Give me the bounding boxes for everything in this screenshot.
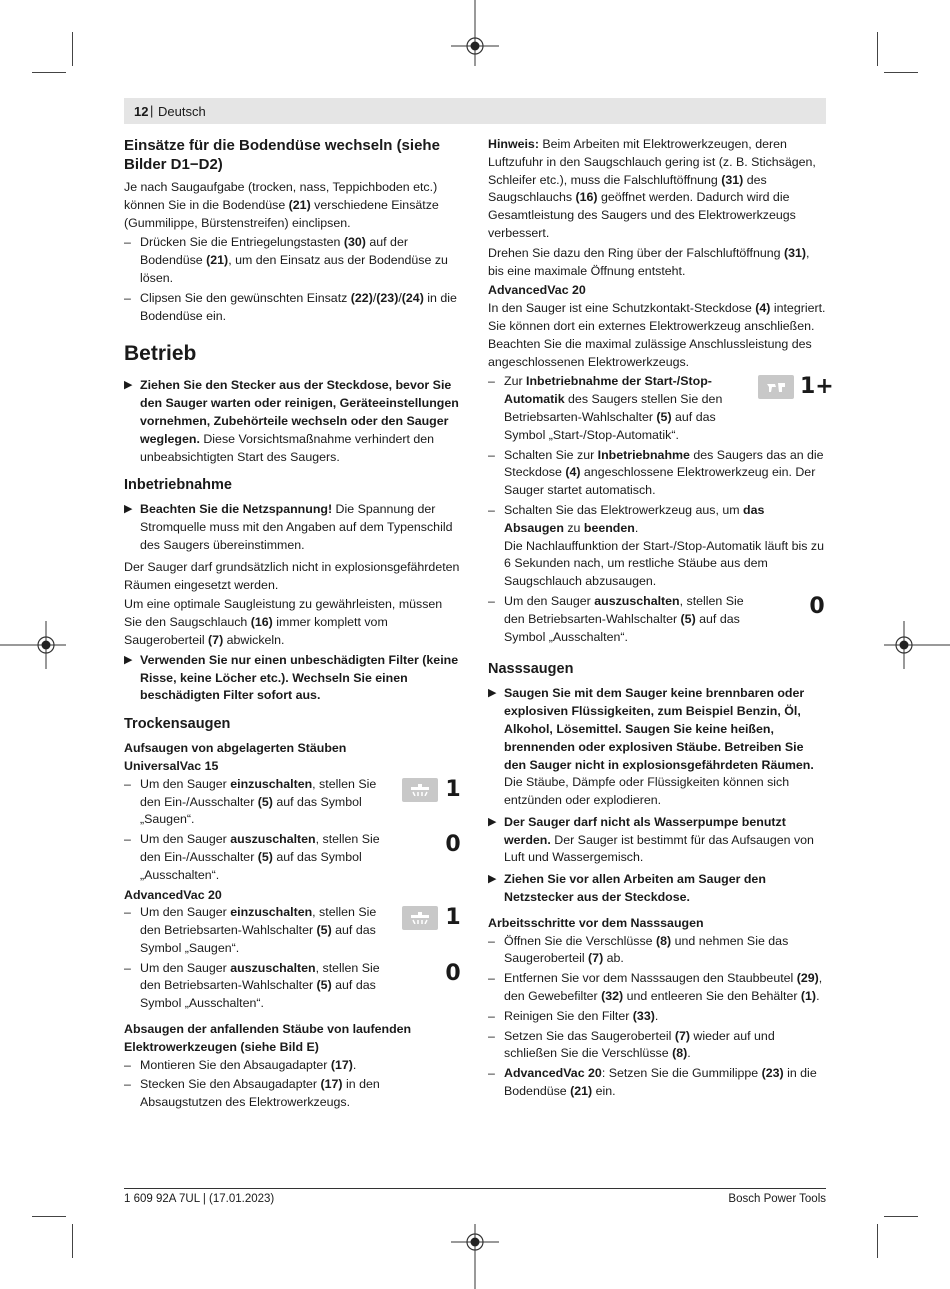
list-item: – Schalten Sie zur Inbetriebnahme des Saugers das an die Steckdose (4) angeschlossene Elektrowerkzeug ein. Der Sauger startet automatisch. — [488, 447, 826, 500]
heading-inserts: Einsätze für die Bodendüse wechseln (siehe Bilder D1−D2) — [124, 137, 440, 173]
warning-item: ▶ Beachten Sie die Netzspannung! Die Spannung der Stromquelle muss mit den Angaben auf dem Typenschild des Saugers übereinstimmen. — [124, 502, 453, 552]
vacuum-icon — [402, 778, 438, 802]
switch-step — [488, 593, 826, 646]
warning-item: ▶ Der Sauger darf nicht als Wasserpumpe benutzt werden. Der Sauger ist bestimmt für das Aufsaugen von Luft und Wassergemisch. — [488, 814, 814, 865]
crop-mark — [32, 1216, 66, 1217]
inserts-steps — [124, 234, 462, 325]
switch-symbol — [758, 374, 834, 400]
heading-trockensaugen: Trockensaugen — [124, 716, 231, 733]
switch-step — [124, 960, 462, 1013]
heading-abgelagert: Aufsaugen von abgelagerten Stäuben — [124, 741, 347, 756]
nass-warnings — [488, 685, 826, 907]
crop-mark — [877, 32, 878, 66]
crop-mark — [877, 1224, 878, 1258]
warning-item: ▶ Ziehen Sie vor allen Arbeiten am Sauger den Netzstecker aus der Steckdose. — [488, 872, 766, 905]
list-item: – Um den Sauger einzuschalten, stellen Sie den Betriebsarten-Wahlschalter (5) auf das Symbol „Saugen“. — [124, 904, 390, 957]
heading-betrieb: Betrieb — [124, 342, 197, 366]
absaugen-steps — [124, 1057, 462, 1112]
list-item: – Montieren Sie den Absaugadapter (17). — [124, 1057, 462, 1075]
list-item: – Schalten Sie das Elektrowerkzeug aus, um das Absaugen zu beenden. Die Nachlauffunktion der Start-/Stop-Automatik läuft bis zu 6 Sekunden nach, um restliche Stäube aus dem Saugschlauch abzusaugen. — [488, 502, 826, 591]
heading-inbetriebnahme: Inbetriebnahme — [124, 477, 232, 494]
registration-mark-icon — [0, 618, 70, 672]
header-separator: | — [150, 103, 154, 118]
warning-item: ▶ Ziehen Sie den Stecker aus der Steckdose, bevor Sie den Sauger warten oder reinigen, Geräteeinstellungen vornehmen, Zubehörteile wechseln oder den Sauger weglegen. Diese Vorsichtsmaßnahme verhindert den unbeabsichtigten Start des Saugers. — [124, 378, 459, 464]
switch-symbol — [808, 595, 826, 619]
list-item: – Um den Sauger auszuschalten, stellen Sie den Betriebsarten-Wahlschalter (5) auf das Symbol „Ausschalten“. — [488, 593, 754, 646]
arbeits-steps — [488, 933, 826, 1101]
auto-steps — [488, 373, 834, 646]
list-item: – Setzen Sie das Saugeroberteil (7) wieder auf und schließen Sie die Verschlüsse (8). — [488, 1028, 826, 1064]
warning-triangle-icon: ▶ — [488, 873, 497, 886]
list-item: – Entfernen Sie vor dem Nasssaugen den Staubbeutel (29), den Gewebefilter (32) und entleeren Sie den Behälter (1). — [488, 970, 826, 1006]
warning-triangle-icon: ▶ — [124, 379, 133, 392]
heading-universalvac: UniversalVac 15 — [124, 758, 219, 773]
vacuum-icon — [402, 906, 438, 930]
switch-position-label: 0 — [445, 832, 461, 858]
header-language: Deutsch — [158, 104, 206, 119]
warning-triangle-icon: ▶ — [488, 815, 497, 828]
registration-mark-icon — [445, 0, 505, 70]
switch-step — [124, 776, 462, 829]
list-item: – Um den Sauger auszuschalten, stellen Sie den Betriebsarten-Wahlschalter (5) auf das Symbol „Ausschalten“. — [124, 960, 390, 1013]
switch-step — [488, 502, 826, 591]
paragraph: Um eine optimale Saugleistung zu gewährleisten, müssen Sie den Saugschlauch (16) immer komplett vom Saugeroberteil (7) abwickeln. — [124, 597, 443, 647]
heading-advancedvac-2: AdvancedVac 20 — [488, 283, 586, 298]
left-column — [124, 136, 462, 1114]
list-item: – Reinigen Sie den Filter (33). — [488, 1008, 826, 1026]
list-item: – Drücken Sie die Entriegelungstasten (30) auf der Bodendüse (21), um den Einsatz aus der Bodendüse zu lösen. — [124, 234, 462, 287]
heading-absaugen: Absaugen der anfallenden Stäube von laufenden Elektrowerkzeugen (siehe Bild E) — [124, 1022, 412, 1054]
switch-step — [124, 904, 462, 957]
list-item: – AdvancedVac 20: Setzen Sie die Gummilippe (23) in die Bodendüse (21) ein. — [488, 1065, 826, 1101]
list-item: – Um den Sauger auszuschalten, stellen Sie den Ein-/Ausschalter (5) auf das Symbol „Ausschalten“. — [124, 831, 390, 884]
list-item: – Öffnen Sie die Verschlüsse (8) und nehmen Sie das Saugeroberteil (7) ab. — [488, 933, 826, 969]
paragraph: In den Sauger ist eine Schutzkontakt-Steckdose (4) integriert. Sie können dort ein externes Elektrowerkzeug anschließen. Beachten Sie die maximal zulässige Anschlussleistung des angeschlossenen Elektrowerkzeugs. — [488, 301, 826, 369]
paragraph: Drehen Sie dazu den Ring über der Falschluftöffnung (31), bis eine maximale Öffnung entsteht. — [488, 245, 810, 278]
switch-step — [124, 831, 462, 884]
switch-symbol — [402, 778, 462, 802]
footer-rule — [124, 1188, 826, 1189]
list-item: – Clipsen Sie den gewünschten Einsatz (22)/(23)/(24) in die Bodendüse ein. — [124, 290, 462, 326]
list-item: – Um den Sauger einzuschalten, stellen Sie den Ein-/Ausschalter (5) auf das Symbol „Saugen“. — [124, 776, 390, 829]
warning-triangle-icon: ▶ — [488, 687, 497, 700]
right-column — [488, 136, 834, 1103]
heading-arbeitsschritte: Arbeitsschritte vor dem Nasssaugen — [488, 915, 704, 930]
switch-position-label: 0 — [445, 960, 461, 986]
crop-mark — [72, 1224, 73, 1258]
page-header — [124, 98, 826, 124]
switch-symbol — [444, 962, 462, 986]
advanced-steps — [124, 904, 462, 1013]
list-item: – Stecken Sie den Absaugadapter (17) in den Absaugstutzen des Elektrowerkzeugs. — [124, 1076, 462, 1112]
switch-position-label: 1 — [445, 776, 461, 802]
registration-mark-icon — [445, 1220, 505, 1289]
crop-mark — [884, 1216, 918, 1217]
list-item: – Zur Inbetriebnahme der Start-/Stop-Automatik des Saugers stellen Sie den Betriebsarten-Wahlschalter (5) auf das Symbol „Start-/Stop-Automatik“. — [488, 373, 754, 444]
switch-step — [488, 447, 826, 500]
crop-mark — [884, 72, 918, 73]
switch-symbol — [402, 906, 462, 930]
warning-item: ▶ Saugen Sie mit dem Sauger keine brennbaren oder explosiven Flüssigkeiten, zum Beispiel Benzin, Öl, Alkohol, Lösemittel. Saugen Sie keine heißen, brennenden oder explosiven Stäube. Betreiben Sie den Sauger nicht in explosionsgefährdeten Räumen. Die Stäube, Dämpfe oder Flüssigkeiten können sich entzünden oder explodieren. — [488, 686, 814, 808]
hinweis-paragraph: Hinweis: Beim Arbeiten mit Elektrowerkzeugen, deren Luftzufuhr in den Saugschlauch gering ist (z. B. Stichsägen, Schleifer etc.), muss die Falschluftöffnung (31) des Saugschlauchs (16) geöffnet werden. Dadurch wird die Gesamtleistung des Saugers und des Elektrowerkzeugs verbessert. — [488, 137, 816, 240]
crop-mark — [72, 32, 73, 66]
switch-symbol — [444, 833, 462, 857]
warning-item: ▶ Verwenden Sie nur einen unbeschädigten Filter (keine Risse, keine Löcher etc.). Wechseln Sie einen beschädigten Filter sofort aus. — [124, 652, 459, 703]
warning-triangle-icon: ▶ — [124, 653, 133, 666]
warning-triangle-icon: ▶ — [124, 503, 133, 516]
crop-mark — [32, 72, 66, 73]
footer-doc-id: 1 609 92A 7UL | (17.01.2023) — [124, 1193, 275, 1205]
footer-brand: Bosch Power Tools — [728, 1193, 826, 1205]
switch-position-label: 0 — [809, 593, 825, 619]
page-number: 12 — [134, 104, 149, 119]
heading-nasssaugen: Nasssaugen — [488, 661, 574, 678]
heading-advancedvac: AdvancedVac 20 — [124, 887, 222, 902]
power-tool-icon — [758, 375, 794, 399]
switch-position-label: 1 — [445, 905, 461, 931]
paragraph: Der Sauger darf grundsätzlich nicht in explosionsgefährdeten Räumen eingesetzt werden. — [124, 559, 460, 592]
switch-position-label: 1+ — [800, 374, 834, 400]
universal-steps — [124, 776, 462, 885]
switch-step — [488, 373, 834, 444]
inserts-intro: Je nach Saugaufgabe (trocken, nass, Teppichboden etc.) können Sie in die Bodendüse (21) verschiedene Einsätze (Gummilippe, Bürstenstreifen) einclipsen. — [124, 180, 439, 230]
registration-mark-icon — [880, 618, 950, 672]
